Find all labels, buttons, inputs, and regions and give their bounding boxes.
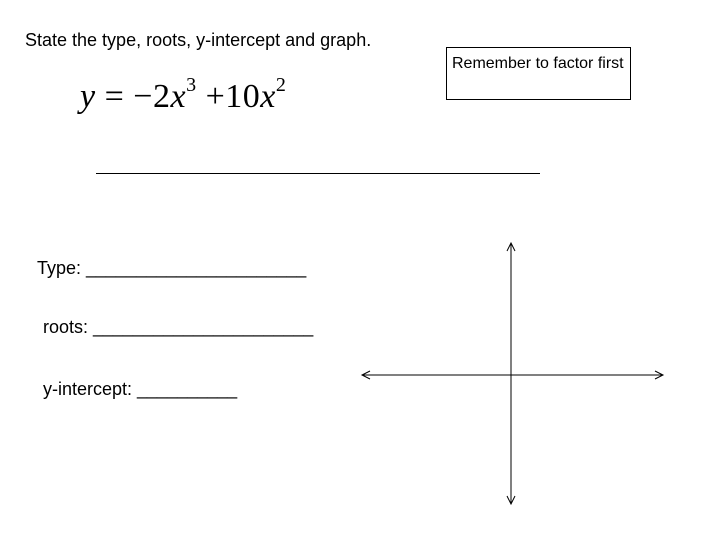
y-intercept-field: y-intercept: __________ [43, 379, 238, 399]
type-field: Type: ______________________ [37, 258, 307, 278]
equation-equals: = [104, 78, 125, 115]
instruction-text: State the type, roots, y-intercept and graph. [25, 30, 372, 50]
roots-field: roots: ______________________ [43, 317, 314, 337]
equation-var2: x [260, 78, 276, 115]
equation-coef2: 10 [225, 78, 261, 115]
equation-lhs: y [80, 78, 96, 115]
equation-var1: x [170, 78, 187, 115]
equation-exp1: 3 [186, 73, 197, 96]
reminder-note: Remember to factor first [446, 47, 631, 100]
equation-plus: + [205, 78, 226, 115]
equation-coef1: −2 [133, 78, 171, 115]
equation-exp2: 2 [275, 73, 287, 96]
